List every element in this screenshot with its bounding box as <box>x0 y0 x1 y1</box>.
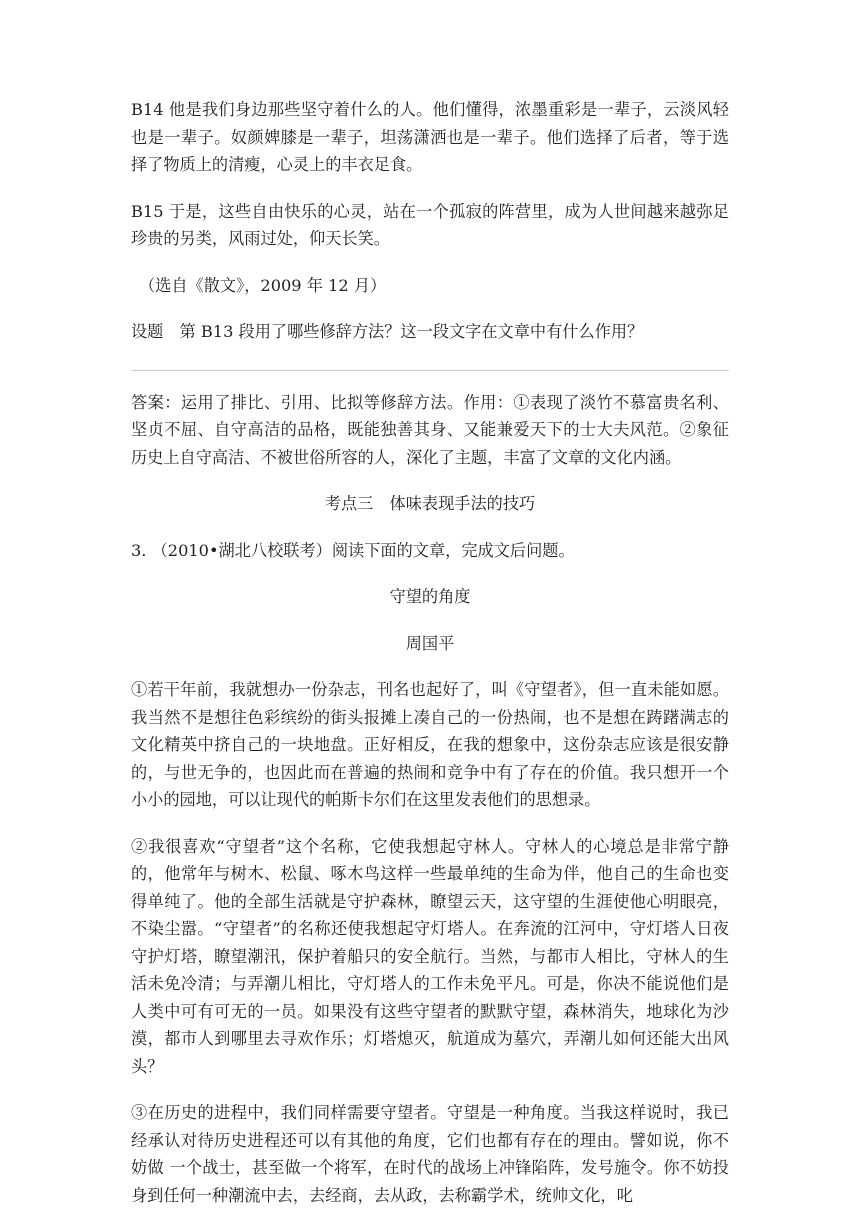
article-paragraph-2: ②我很喜欢“守望者”这个名称，它使我想起守林人。守林人的心境总是非常宁静的，他常年与树木、松鼠、啄木鸟这样一些最单纯的生命为伴，他自己的生命也变得单纯了。他的全部生活就是守护森林，瞭望云天，这守望的生涯使他心明眼亮，不染尘嚣。“守望者”的名称还使我想起守灯塔人。在奔流的江河中，守灯塔人日夜守护灯塔，瞭望潮汛，保护着船只的安全航行。当然，与都市人相比，守林人的生活未免冷清；与弄潮儿相比，守灯塔人的工作未免平凡。可是，你决不能说他们是人类中可有可无的一员。如果没有这些守望者的默默守望，森林消失，地球化为沙漠，都市人到哪里去寻欢作乐；灯塔熄灭，航道成为墓穴，弄潮儿如何还能大出风头？ <box>131 836 729 1076</box>
article-title: 守望的角度 <box>389 587 471 606</box>
article-paragraph-3: ③在历史的进程中，我们同样需要守望者。守望是一种角度。当我这样说时，我已经承认对待历史进程还可以有其他的角度，它们也都有存在的理由。譬如说，你不妨做 一个战士，甚至做一个将军，在时代的战场上冲锋陷阵，发号施令。你不妨投身到任何一种潮流中去，去经商，去从政，去称霸学术，统帅文化，叱 <box>131 1103 729 1205</box>
section-title: 考点三 体味表现手法的技巧 <box>324 494 536 513</box>
answer-text: 答案：运用了排比、引用、比拟等修辞方法。作用：①表现了淡竹不慕富贵名利、坚贞不屈、自守高洁的品格，既能独善其身、又能兼爱天下的士大夫风范。②象征历史上自守高洁、不被世俗所容的人，深化了主题，丰富了文章的文化内涵。 <box>131 392 729 467</box>
article-paragraph-1: ①若干年前，我就想办一份杂志，刊名也起好了，叫《守望者》，但一直未能如愿。我当然不是想往色彩缤纷的街头报摊上凑自己的一份热闹，也不是想在踌躇满志的文化精英中挤自己的一块地盘。正好相反，在我的想象中，这份杂志应该是很安静的，与世无争的，也因此而在普遍的热闹和竞争中有了存在的价值。我只想开一个小小的园地，可以让现代的帕斯卡尔们在这里发表他们的思想录。 <box>131 680 729 809</box>
task-instruction: 3. （2010•湖北八校联考）阅读下面的文章，完成文后问题。 <box>131 540 575 560</box>
answer-divider <box>131 370 729 371</box>
paragraph-b15: B15 于是，这些自由快乐的心灵，站在一个孤寂的阵营里，成为人世间越来越弥足珍贵的另类，风雨过处，仰天长笑。 <box>131 201 729 248</box>
article-author: 周国平 <box>405 633 455 653</box>
source-citation: （选自《散文》，2009 年 12 月） <box>139 275 387 295</box>
document-page <box>131 96 729 1228</box>
question-text: 设题 第 B13 段用了哪些修辞方法？这一段文字在文章中有什么作用？ <box>131 322 644 341</box>
paragraph-b14: B14 他是我们身边那些坚守着什么的人。他们懂得，浓墨重彩是一辈子，云淡风轻也是一辈子。奴颜婢膝是一辈子，坦荡潇洒也是一辈子。他们选择了后者，等于选择了物质上的清瘦，心灵上的丰衣足食。 <box>131 100 729 174</box>
